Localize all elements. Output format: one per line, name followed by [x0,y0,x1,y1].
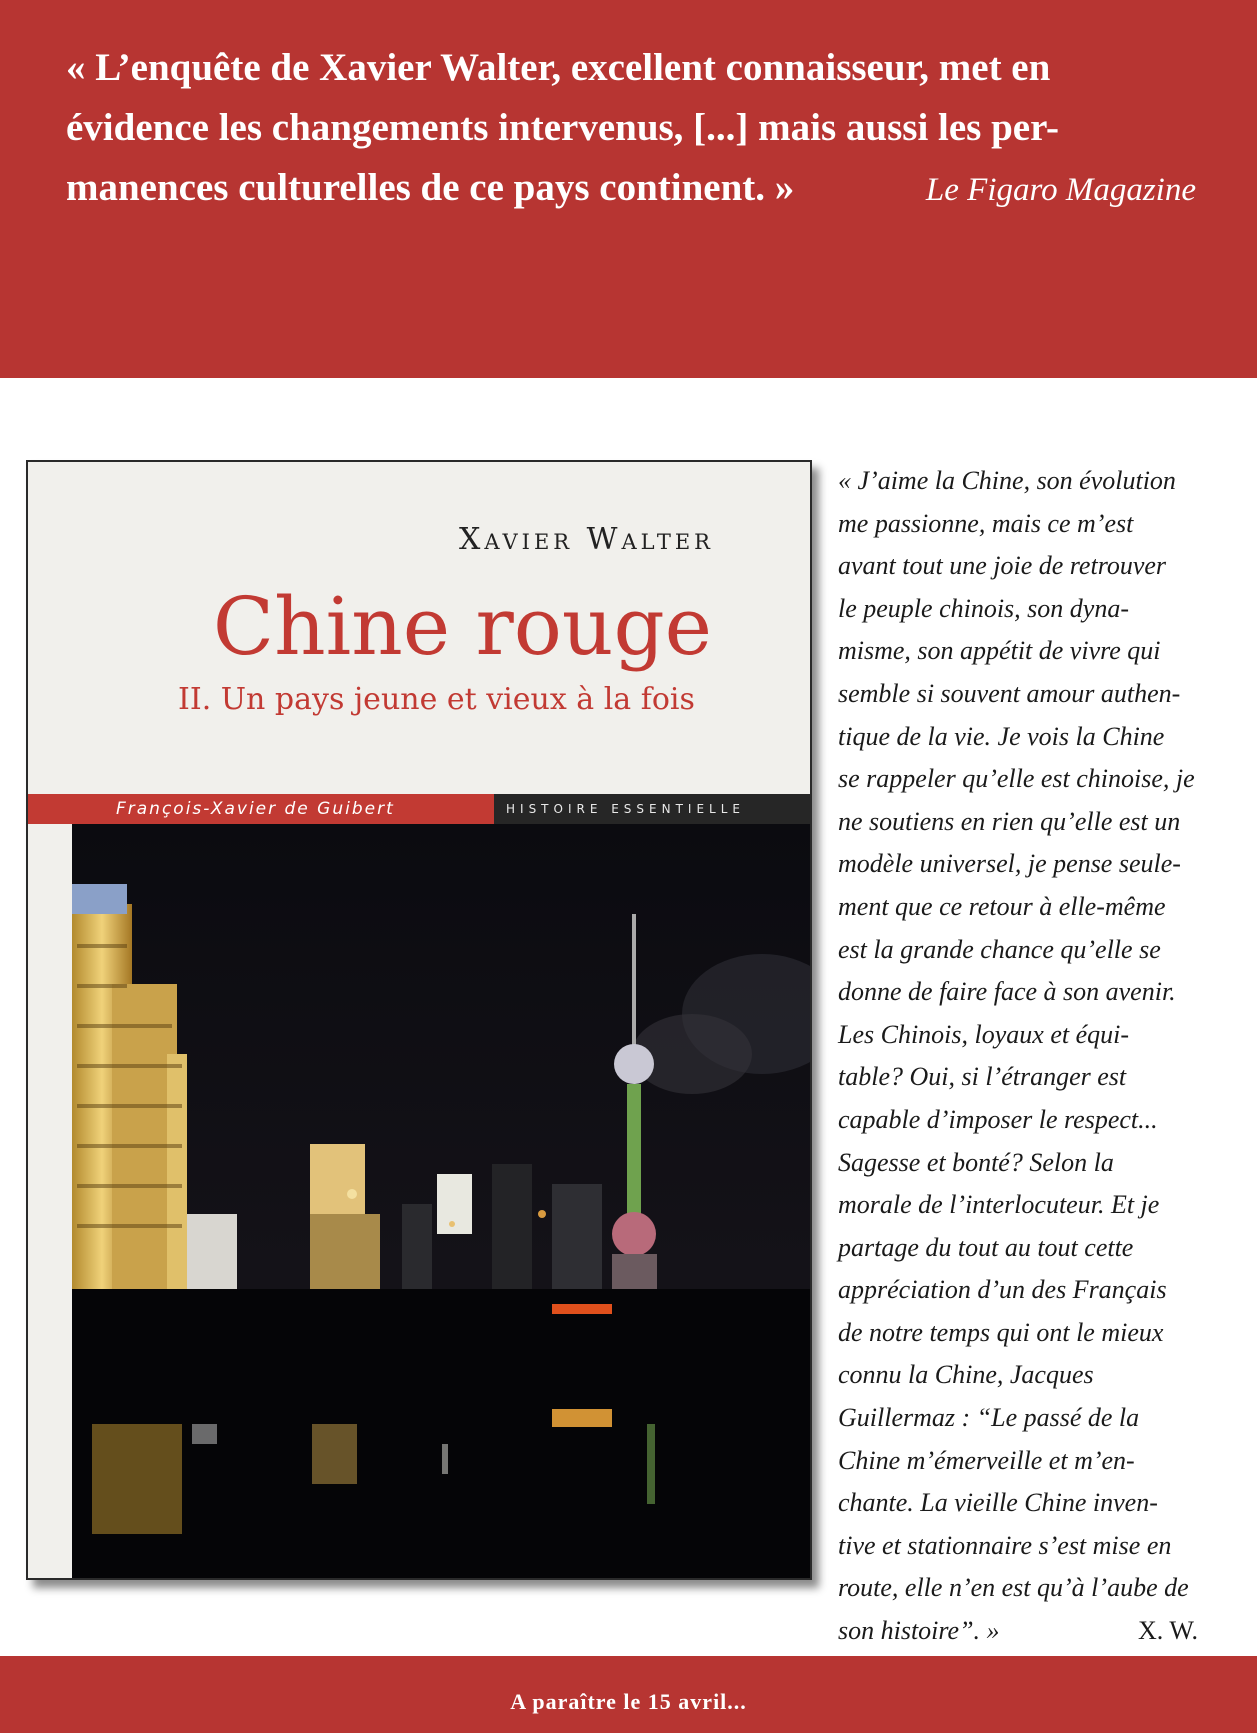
press-quote-last-line [66,158,1196,220]
book-title: Chine rouge [212,580,712,673]
press-quote-line: manences culturelles de ce pays continent. » [66,166,795,209]
author-quote-line: partage du tout au tout cette [838,1232,1134,1262]
author-quote-line: semble si souvent amour authen- [838,678,1181,708]
cover-photo-night-skyline [72,824,810,1578]
author-quote-line: ment que ce retour à elle-même [838,891,1166,921]
release-date-notice: A paraître le 15 avril... [510,1689,747,1714]
author-quote-line: Les Chinois, loyaux et équi- [838,1019,1130,1049]
author-quote-line: le peuple chinois, son dyna- [838,593,1129,623]
author-signature: X. W. [1138,1616,1198,1646]
author-quote-line: tive et stationnaire s’est mise en [838,1530,1172,1560]
author-quote-line: appréciation d’un des Français [838,1275,1167,1305]
author-quote-line: connu la Chine, Jacques [838,1360,1094,1390]
press-quote [66,38,1196,220]
author-quote-line: Sagesse et bonté? Selon la [838,1147,1114,1177]
author-quote-line: de notre temps qui ont le mieux [838,1317,1164,1347]
publisher-name: François-Xavier de Guibert [28,794,494,824]
author-quote-line: Guillermaz : “Le passé de la [838,1403,1140,1433]
press-quote-line: « L’enquête de Xavier Walter, excellent connaisseur, met en [66,46,1051,89]
book-subtitle: II. Un pays jeune et vieux à la fois [178,682,695,717]
collection-name: HISTOIRE ESSENTIELLE [506,802,746,816]
author-quote-line: donne de faire face à son avenir. [838,977,1176,1007]
author-quote-last-line [838,1610,1198,1653]
author-quote-line: avant tout une joie de retrouver [838,551,1167,581]
author-quote-line: morale de l’interlocuteur. Et je [838,1190,1160,1220]
press-quote-line: évidence les changements intervenus, [...] mais aussi les per- [66,106,1059,149]
publisher-bar [28,794,810,824]
author-quote-line: me passionne, mais ce m’est [838,508,1134,538]
author-quote-line: ne soutiens en rien qu’elle est un [838,806,1181,836]
author-quote-line: capable d’imposer le respect... [838,1104,1158,1134]
author-quote-line: Chine m’émerveille et m’en- [838,1445,1135,1475]
author-quote-line: tique de la vie. Je vois la Chine [838,721,1165,751]
author-quote-line: table? Oui, si l’étranger est [838,1062,1127,1092]
author-quote-line: « J’aime la Chine, son évolution [838,466,1176,495]
author-quote-line: son histoire”. » [838,1616,1000,1646]
author-quote-line: route, elle n’en est qu’à l’aube de [838,1573,1189,1603]
press-quote-source: Le Figaro Magazine [925,172,1196,208]
author-quote-line: modèle universel, je pense seule- [838,849,1181,879]
author-quote-line: chante. La vieille Chine inven- [838,1488,1158,1518]
author-quote-line: se rappeler qu’elle est chinoise, je [838,764,1195,794]
book-author: Xavier Walter [459,522,714,557]
book-cover [26,460,812,1580]
author-quote-line: misme, son appétit de vivre qui [838,636,1161,666]
author-quote-line: est la grande chance qu’elle se [838,934,1161,964]
author-quote [838,460,1198,1653]
